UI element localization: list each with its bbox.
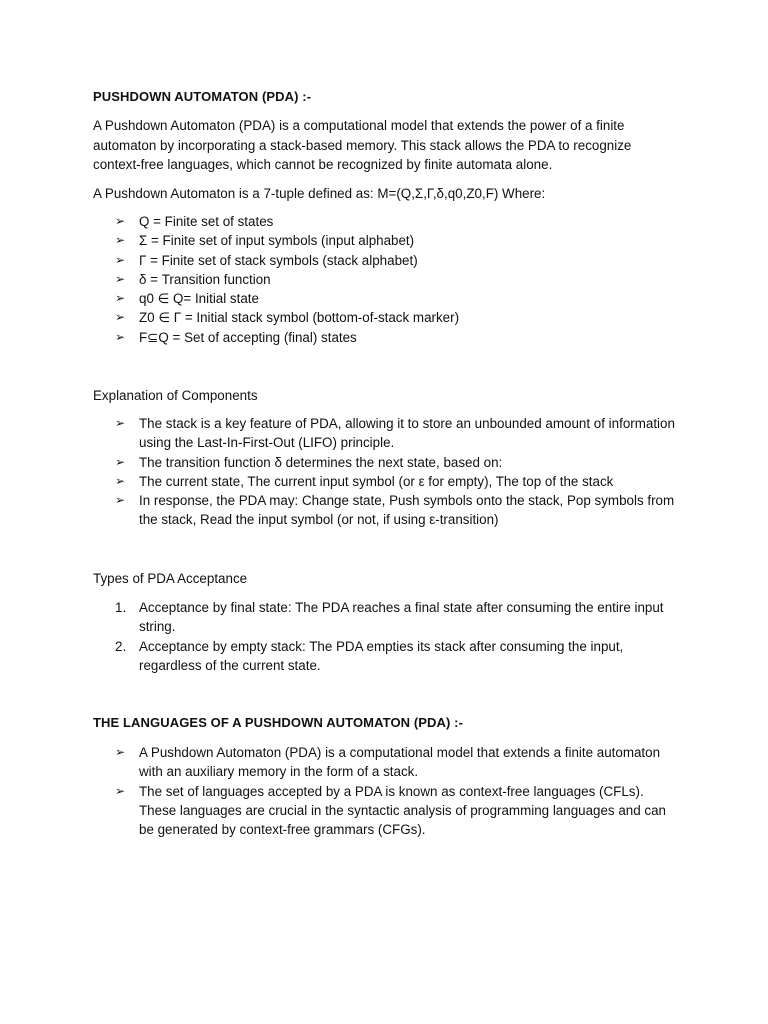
- arrow-bullet-icon: ➢: [115, 291, 126, 306]
- tuple-definition: A Pushdown Automaton is a 7-tuple defined as: M=(Q,Σ,Γ,δ,q0,Z0,F) Where:: [93, 186, 546, 201]
- arrow-bullet-icon: ➢: [115, 416, 126, 430]
- section-heading-acceptance: Types of PDA Acceptance: [93, 571, 248, 586]
- intro-paragraph: A Pushdown Automaton (PDA) is a computational model that extends the power of a finite automaton by incorporating a stack-based memory. This stack allows the PDA to recognize context-free languages, which cannot be recognized by finite automata alone.: [93, 118, 632, 172]
- list-item: ➢ Z0 ∈ Γ = Initial stack symbol (bottom-of-stack marker): [115, 308, 675, 327]
- arrow-bullet-icon: ➢: [115, 271, 126, 286]
- arrow-bullet-icon: ➢: [115, 745, 126, 759]
- section-heading-languages: THE LANGUAGES OF A PUSHDOWN AUTOMATON (PDA) :-: [93, 715, 464, 730]
- list-item: ➢ The set of languages accepted by a PDA is known as context-free languages (CFLs). These languages are crucial in the syntactic analysis of programming languages and can be generated by context-free grammars (CFGs).: [115, 783, 667, 838]
- list-item: 1. Acceptance by final state: The PDA reaches a final state after consuming the entire input string.: [115, 600, 664, 635]
- arrow-bullet-icon: ➢: [115, 473, 126, 488]
- arrow-bullet-icon: ➢: [115, 252, 126, 267]
- arrow-bullet-icon: ➢: [115, 783, 126, 798]
- arrow-bullet-icon: ➢: [115, 493, 126, 508]
- arrow-bullet-icon: ➢: [115, 310, 126, 325]
- list-item: ➢ The transition function δ determines the next state, based on:: [115, 453, 675, 472]
- tuple-list: [115, 212, 675, 347]
- arrow-bullet-icon: ➢: [115, 214, 126, 228]
- section-heading-pda: PUSHDOWN AUTOMATON (PDA) :-: [93, 89, 312, 104]
- languages-list: [115, 743, 675, 839]
- list-item: ➢ Q = Finite set of states: [115, 212, 675, 231]
- arrow-bullet-icon: ➢: [115, 454, 126, 469]
- list-item: ➢ The stack is a key feature of PDA, allowing it to store an unbounded amount of information using the Last-In-First-Out (LIFO) principle.: [115, 416, 675, 451]
- components-list: [115, 414, 675, 530]
- section-heading-components: Explanation of Components: [93, 388, 258, 403]
- list-item: ➢ The current state, The current input symbol (or ε for empty), The top of the stack: [115, 472, 675, 491]
- list-item: ➢ In response, the PDA may: Change state, Push symbols onto the stack, Pop symbols from the stack, Read the input symbol (or not, if using ε-transition): [115, 493, 675, 528]
- list-item: 2. Acceptance by empty stack: The PDA empties its stack after consuming the input, regardless of the current state.: [115, 638, 624, 673]
- list-item: ➢ F⊆Q = Set of accepting (final) states: [115, 328, 675, 347]
- list-item: ➢ δ = Transition function: [115, 270, 675, 289]
- list-item: ➢ A Pushdown Automaton (PDA) is a computational model that extends a finite automaton with an auxiliary memory in the form of a stack.: [115, 745, 661, 780]
- acceptance-list: [115, 598, 675, 675]
- arrow-bullet-icon: ➢: [115, 233, 126, 248]
- arrow-bullet-icon: ➢: [115, 329, 126, 344]
- list-item: ➢ Γ = Finite set of stack symbols (stack alphabet): [115, 251, 675, 270]
- list-item: ➢ q0 ∈ Q= Initial state: [115, 289, 675, 308]
- list-item: ➢ Σ = Finite set of input symbols (input alphabet): [115, 231, 675, 250]
